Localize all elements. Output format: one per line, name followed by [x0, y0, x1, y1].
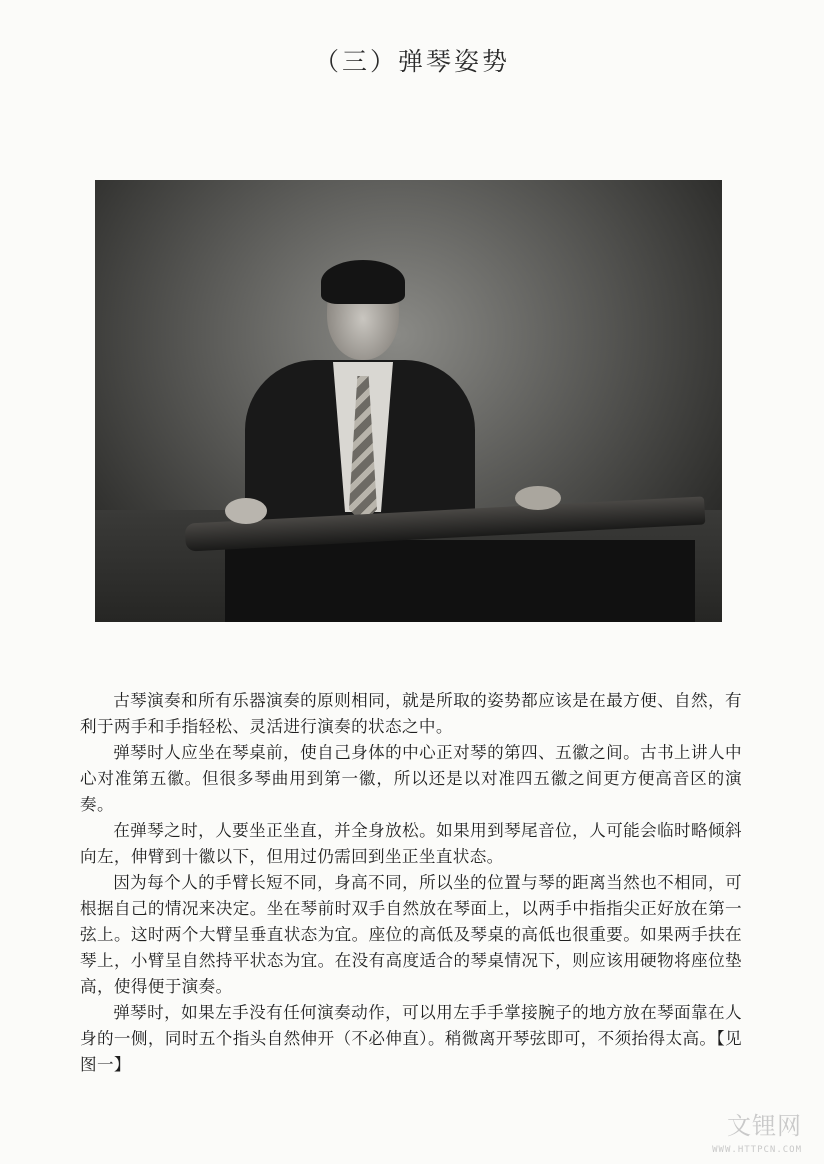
paragraph: 古琴演奏和所有乐器演奏的原则相同，就是所取的姿势都应该是在最方便、自然，有利于两手和手指轻松、灵活进行演奏的状态之中。	[80, 691, 742, 736]
watermark-url: WWW.HTTPCN.COM	[712, 1145, 802, 1155]
left-hand	[225, 498, 267, 524]
paragraph: 弹琴时，如果左手没有任何演奏动作，可以用左手手掌接腕子的地方放在琴面靠在人身的一侧，同时五个指头自然伸开（不必伸直）。稍微离开琴弦即可，不须抬得太高。【见图一】	[80, 1003, 742, 1074]
guqin-player-photo	[95, 180, 722, 622]
body-text	[80, 688, 742, 1078]
paragraph: 在弹琴之时，人要坐正坐直，并全身放松。如果用到琴尾音位，人可能会临时略倾斜向左，伸臂到十徽以下，但用过仍需回到坐正坐直状态。	[80, 821, 742, 866]
watermark-logo: 文锂网	[727, 1112, 802, 1140]
qin-table	[225, 540, 695, 622]
paragraph: 弹琴时人应坐在琴桌前，使自己身体的中心正对琴的第四、五徽之间。古书上讲人中心对准第五徽。但很多琴曲用到第一徽，所以还是以对准四五徽之间更方便高音区的演奏。	[80, 743, 742, 814]
watermark	[640, 1112, 810, 1162]
section-title: （三）弹琴姿势	[313, 47, 510, 76]
right-hand	[515, 486, 561, 510]
player-hair	[321, 260, 405, 304]
paragraph: 因为每个人的手臂长短不同，身高不同，所以坐的位置与琴的距离当然也不相同，可根据自己的情况来决定。坐在琴前时双手自然放在琴面上，以两手中指指尖正好放在第一弦上。这时两个大臂呈垂直状态为宜。座位的高低及琴桌的高低也很重要。如果两手扶在琴上，小臂呈自然持平状态为宜。在没有高度适合的琴桌情况下，则应该用硬物将座位垫高，使得便于演奏。	[80, 873, 742, 996]
